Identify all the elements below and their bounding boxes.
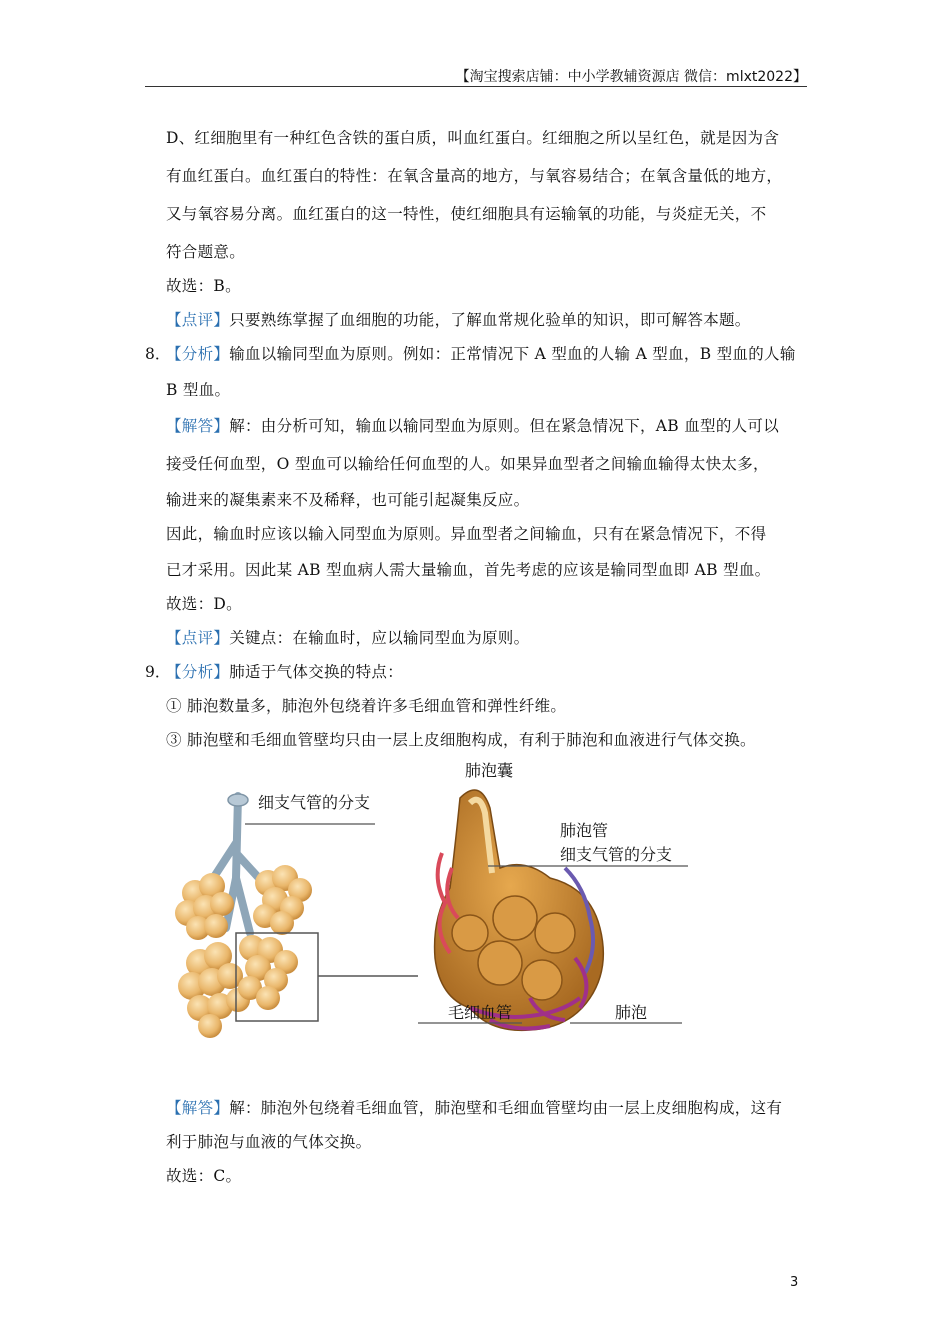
q8-comment <box>166 626 529 648</box>
q7-text-line-2: 有血红蛋白。血红蛋白的特性：在氧含量高的地方，与氧容易结合；在氧含量低的地方， <box>166 167 783 185</box>
q9-solution-text: 解：肺泡外包绕着毛细血管，肺泡壁和毛细血管壁均由一层上皮细胞构成，这有 <box>229 1099 783 1117</box>
q9-point-2: ③ 肺泡壁和毛细血管壁均只由一层上皮细胞构成，有利于肺泡和血液进行气体交换。 <box>166 731 756 749</box>
alveolar-cluster-lower <box>178 935 298 1038</box>
q7-answer: 故选：B。 <box>166 277 241 295</box>
q9-number: 9． <box>145 663 171 681</box>
q8-analysis <box>166 342 796 364</box>
q8-comment-tag: 【点评】 <box>166 629 230 647</box>
q8-analysis-tag: 【分析】 <box>166 345 230 363</box>
q9-analysis <box>166 660 403 682</box>
label-duct: 肺泡管 <box>560 821 609 840</box>
q7-text-line-4: 符合题意。 <box>166 243 246 261</box>
header-rule <box>145 86 807 87</box>
q9-point-1: ① 肺泡数量多，肺泡外包绕着许多毛细血管和弹性纤维。 <box>166 697 567 715</box>
q8-analysis-line-2: B 型血。 <box>166 381 231 399</box>
q8-solution-tag: 【解答】 <box>166 417 230 435</box>
q9-answer: 故选：C。 <box>166 1167 242 1185</box>
q8-solution-line-4: 因此，输血时应该以输入同型血为原则。异血型者之间输血，只有在紧急情况下，不得 <box>166 525 767 543</box>
label-bronchiole-left: 细支气管的分支 <box>258 793 371 812</box>
label-capillary: 毛细血管 <box>448 1003 513 1022</box>
q7-comment-text: 只要熟练掌握了血细胞的功能，了解血常规化验单的知识，即可解答本题。 <box>229 311 751 329</box>
q8-solution-line-5: 已才采用。因此某 AB 型血病人需大量输血，首先考虑的应该是输同型血即 AB 型血。 <box>166 561 771 579</box>
q9-solution <box>166 1096 782 1118</box>
q9-solution-tag: 【解答】 <box>166 1099 230 1117</box>
q8-number: 8． <box>145 345 171 363</box>
page-number: 3 <box>790 1275 799 1290</box>
alveoli-figure <box>170 758 710 1058</box>
q7-text-line-1: D、红细胞里有一种红色含铁的蛋白质，叫血红蛋白。红细胞之所以呈红色，就是因为含 <box>166 129 780 147</box>
q7-comment <box>166 308 751 330</box>
label-bronchiole-right: 细支气管的分支 <box>560 845 673 864</box>
q8-solution-text: 解：由分析可知，输血以输同型血为原则。但在紧急情况下，AB 血型的人可以 <box>229 417 780 435</box>
q7-comment-tag: 【点评】 <box>166 311 230 329</box>
q8-solution <box>166 414 779 436</box>
q7-text-line-3: 又与氧容易分离。血红蛋白的这一特性，使红细胞具有运输氧的功能，与炎症无关，不 <box>166 205 767 223</box>
q8-solution-line-2: 接受任何血型，O 型血可以输给任何血型的人。如果异血型者之间输血输得太快太多， <box>166 455 769 473</box>
q9-solution-line-2: 利于肺泡与血液的气体交换。 <box>166 1133 372 1151</box>
q8-analysis-text: 输血以输同型血为原则。例如：正常情况下 A 型血的人输 A 型血，B 型血的人输 <box>229 345 796 363</box>
q8-solution-line-3: 输进来的凝集素来不及稀释，也可能引起凝集反应。 <box>166 491 530 509</box>
q9-analysis-tag: 【分析】 <box>166 663 230 681</box>
q8-comment-text: 关键点：在输血时，应以输同型血为原则。 <box>229 629 530 647</box>
q9-analysis-text: 肺适于气体交换的特点： <box>229 663 404 681</box>
label-alveolus: 肺泡 <box>615 1003 648 1022</box>
label-sac: 肺泡囊 <box>465 761 514 780</box>
q8-answer: 故选：D。 <box>166 595 242 613</box>
page-header: 【淘宝搜索店铺：中小学教辅资源店 微信：mlxt2022】 <box>455 69 807 85</box>
